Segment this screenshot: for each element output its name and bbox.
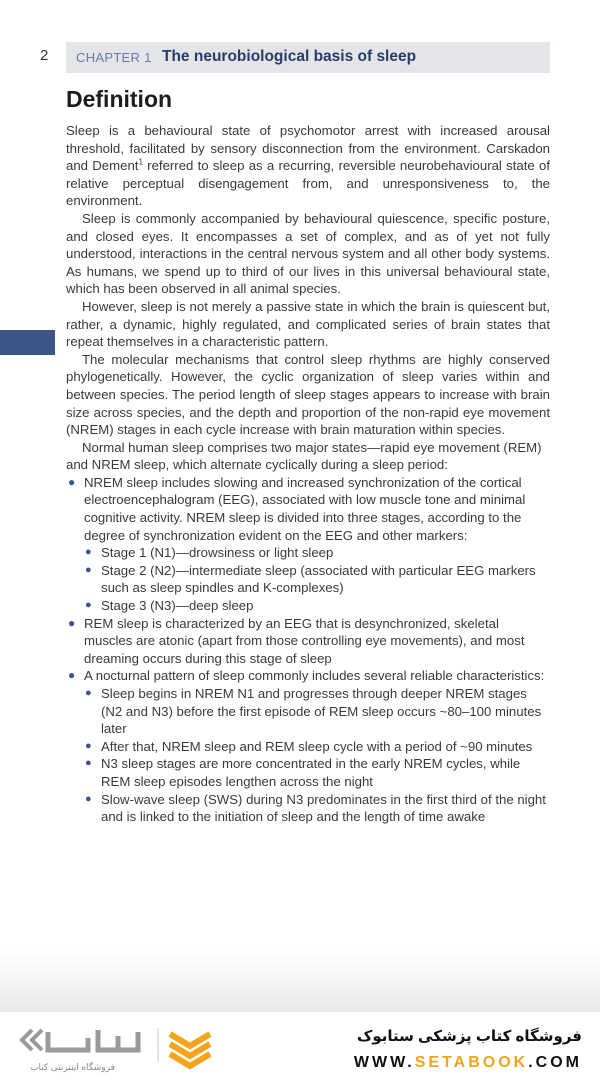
list-item-text: Stage 2 (N2)—intermediate sleep (associated with particular EEG markers such as sleep spindles and K-complexes) [101, 562, 536, 596]
bullet-icon: ● [85, 599, 92, 612]
bullet-icon: ● [68, 668, 76, 683]
bullet-icon: ● [68, 474, 76, 489]
section-heading: Definition [66, 86, 173, 112]
list-item-text: Slow-wave sleep (SWS) during N3 predominates in the first third of the night and is linked to the initiation of sleep and the length of time awake [101, 791, 546, 825]
paragraph-1-text-b: referred to sleep as a recurring, reversible neurobehavioural state of relative perceptual disengagement from, and unresponsiveness to, the environment. [66, 158, 550, 209]
nocturnal-pattern-list [84, 685, 550, 826]
list-item [84, 562, 550, 597]
store-url-link[interactable] [354, 1054, 582, 1072]
list-item [84, 685, 550, 738]
list-item-text: NREM sleep includes slowing and increased synchronization of the cortical electroencephalogram (EEG), associated with low muscle tone and minimal cognitive activity. NREM sleep is divided into three stages, according to the degree of synchronization evident on the EEG and other markers: [84, 474, 526, 543]
store-name: فروشگاه کتاب پزشکی ستابوک [356, 1028, 582, 1045]
list-item [66, 615, 550, 668]
list-item [84, 791, 550, 826]
bullet-icon: ● [85, 546, 92, 559]
bullet-icon: ● [85, 563, 92, 576]
paragraph-4: The molecular mechanisms that control sleep rhythms are highly conserved phylogenetically. However, the cyclic organization of sleep varies within and between species. The period length of sleep stages appears to increase with brain size across species, and the depth and proportion of the non-rapid eye movement (NREM) stages in each cycle increase with brain maturation within species. [66, 351, 550, 438]
list-item-text: Sleep begins in NREM N1 and progresses through deeper NREM stages (N2 and N3) before the first episode of REM sleep occurs ~80–100 minutes later [101, 686, 542, 737]
bullet-icon: ● [68, 615, 76, 630]
list-item-text: Stage 1 (N1)—drowsiness or light sleep [101, 545, 334, 561]
list-item-text: Stage 3 (N3)—deep sleep [101, 598, 254, 614]
list-item-text: A nocturnal pattern of sleep commonly includes several reliable characteristics: [84, 668, 545, 684]
paragraph-3: However, sleep is not merely a passive state in which the brain is quiescent but, rather, a dynamic, highly regulated, and complicated series of brain states that repeat themselves in a characteristic pattern. [66, 298, 550, 350]
list-item [84, 738, 550, 756]
url-prefix: WWW. [353, 1054, 415, 1071]
paragraph-1 [66, 122, 550, 210]
list-item-text: REM sleep is characterized by an EEG that is desynchronized, skeletal muscles are atonic (apart from those controlling eye movements), and most dreaming occurs during this stage of sleep [84, 615, 525, 666]
list-item [66, 474, 550, 615]
page-bottom-shadow [0, 950, 600, 1012]
chapter-title: The neurobiological basis of sleep [162, 48, 417, 65]
list-item-text: N3 sleep stages are more concentrated in the early NREM cycles, while REM sleep episodes lengthen across the night [101, 756, 521, 789]
list-item [84, 597, 550, 615]
page-number: 2 [40, 47, 49, 64]
logo-subtext: فروشگاه اینترنتی کتاب [30, 1062, 115, 1072]
list-item-text: After that, NREM sleep and REM sleep cycle with a period of ~90 minutes [101, 738, 533, 754]
body-text [66, 122, 550, 826]
url-brand: SETABOOK [414, 1054, 529, 1071]
bullet-icon: ● [85, 739, 92, 752]
bullet-icon: ● [85, 687, 92, 699]
sleep-states-list [66, 474, 550, 826]
chapter-side-tab [0, 330, 55, 355]
bullet-icon: ● [85, 757, 92, 770]
paragraph-5: Normal human sleep comprises two major states—rapid eye movement (REM) and NREM sleep, which alternate cyclically during a sleep period: [66, 439, 542, 473]
nrem-stages-list [84, 544, 550, 614]
bullet-icon: ● [85, 792, 92, 805]
url-suffix: .COM [528, 1054, 582, 1071]
paragraph-1-text-a: Sleep is a behavioural state of psychomotor arrest with increased arousal threshold, facilitated by sensory disconnection from the environment. Carskadon and Dement [66, 123, 550, 174]
paragraph-2: Sleep is commonly accompanied by behavioural quiescence, specific posture, and closed eyes. It encompasses a set of complex, and as of yet not fully understood, interactions in the central nervous system and all other body systems. As humans, we spend up to third of our lives in this universal behavioural state, which has been observed in all animal species. [66, 210, 550, 297]
list-item [84, 544, 550, 562]
chapter-label: CHAPTER 1 [76, 50, 152, 65]
list-item [66, 667, 550, 825]
list-item [84, 755, 550, 790]
reference-superscript: 1 [138, 157, 143, 167]
